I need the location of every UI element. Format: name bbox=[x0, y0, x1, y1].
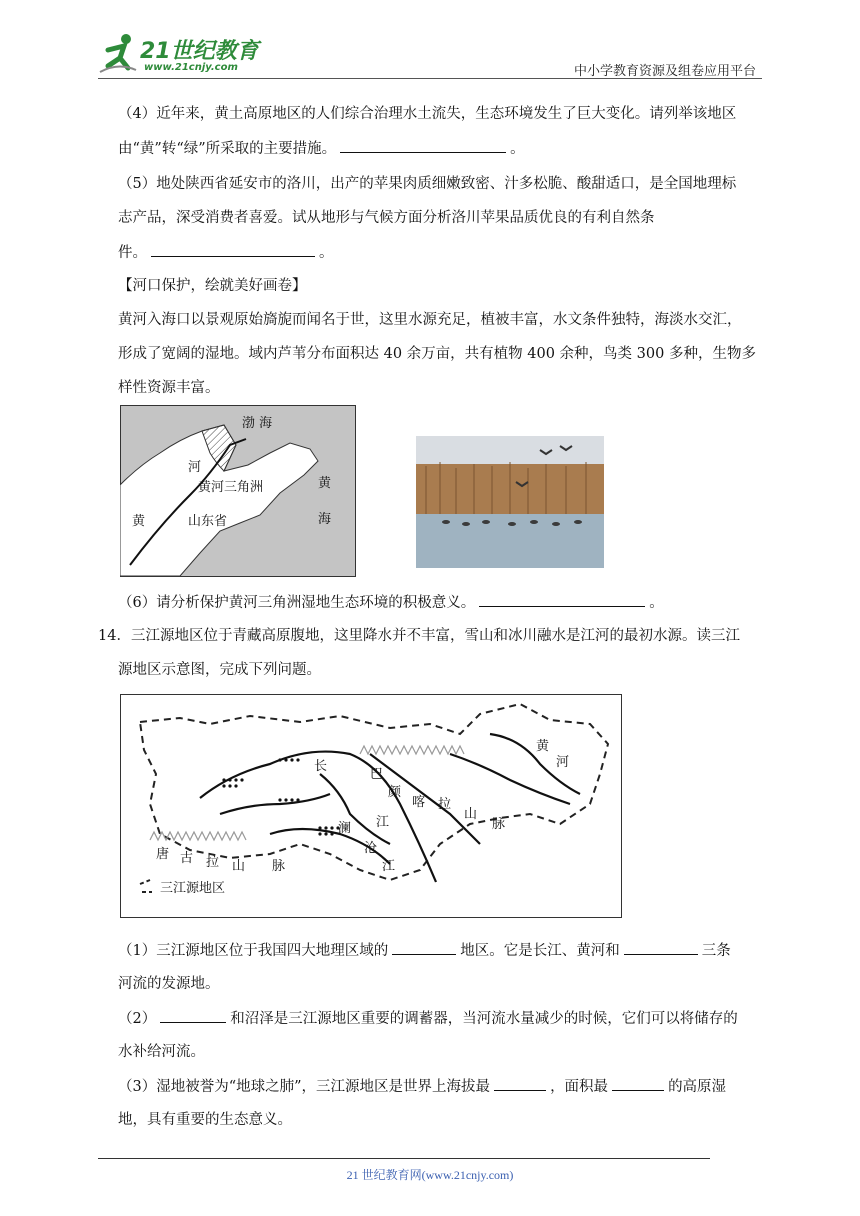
label-he: 河 bbox=[556, 755, 570, 770]
answer-blank-6[interactable] bbox=[479, 592, 645, 607]
label-tang: 唐 bbox=[156, 847, 170, 862]
q13-part6-end: 。 bbox=[649, 595, 664, 611]
answer-blank-14-2[interactable] bbox=[160, 1008, 226, 1023]
answer-blank-14-1b[interactable] bbox=[624, 940, 698, 955]
q14-part2-text-b: 和沼泽是三江源地区重要的调蓄器，当河流水量减少的时候，它们可以将储存的 bbox=[230, 1011, 738, 1027]
logo-url: www.21cnjy.com bbox=[144, 62, 238, 73]
q14-stem-line2: 源地区示意图，完成下列问题。 bbox=[118, 662, 321, 678]
q13-part5-text: 件。 bbox=[118, 245, 147, 261]
answer-blank-14-3a[interactable] bbox=[494, 1076, 546, 1091]
q14-part1-text-b: 地区。它是长江、黄河和 bbox=[460, 943, 620, 959]
q14-part2-text-a: （2） bbox=[118, 1011, 157, 1027]
label-la-2: 拉 bbox=[206, 855, 220, 870]
q14-stem-line1: 14．三江源地区位于青藏高原腹地，这里降水并不丰富，雪山和冰川融水是江河的最初水源。读三江 bbox=[98, 628, 740, 644]
q13-part5-line1: （5）地处陕西省延安市的洛川，出产的苹果肉质细嫩致密、汁多松脆、酸甜适口，是全国地理标 bbox=[118, 176, 737, 192]
label-bohai: 渤 海 bbox=[242, 416, 273, 431]
q14-part3-text-a: （3）湿地被誉为“地球之肺”，三江源地区是世界上海拔最 bbox=[118, 1079, 491, 1095]
label-mai-1: 脉 bbox=[492, 817, 506, 832]
three-rivers-map bbox=[120, 694, 622, 918]
answer-blank-14-3b[interactable] bbox=[612, 1076, 664, 1091]
q14-part1-text-a: （1）三江源地区位于我国四大地理区域的 bbox=[118, 943, 389, 959]
label-ba: 巴 bbox=[370, 767, 384, 782]
q14-part1-text-c: 三条 bbox=[701, 943, 731, 959]
q14-part1-line2: 河流的发源地。 bbox=[118, 976, 220, 992]
header bbox=[98, 30, 762, 80]
q14-part2-line1 bbox=[118, 1008, 738, 1029]
q14-part3-line2: 地，具有重要的生态意义。 bbox=[118, 1112, 292, 1128]
label-jiang-2: 江 bbox=[382, 859, 396, 874]
label-huang: 黄 bbox=[132, 514, 146, 529]
intro-line3: 样性资源丰富。 bbox=[118, 380, 220, 396]
label-shandong: 山东省 bbox=[188, 514, 228, 529]
section-title: 【河口保护，绘就美好画卷】 bbox=[118, 278, 307, 294]
intro-line2: 形成了宽阔的湿地。域内芦苇分布面积达 40 余万亩，共有植物 400 余种，鸟类 300 多种，生物多 bbox=[118, 346, 756, 362]
label-ka: 喀 bbox=[412, 795, 426, 810]
label-mai-2: 脉 bbox=[272, 859, 286, 874]
q13-part5-line2: 志产品，深受消费者喜爱。试从地形与气候方面分析洛川苹果品质优良的有利自然条 bbox=[118, 210, 655, 226]
header-divider bbox=[98, 78, 762, 79]
label-shan-1: 山 bbox=[464, 807, 478, 822]
label-delta: 黄河三角洲 bbox=[198, 480, 264, 495]
label-yellow-sea-1: 黄 bbox=[318, 476, 332, 491]
answer-blank-14-1a[interactable] bbox=[392, 940, 456, 955]
label-yan: 颜 bbox=[388, 785, 402, 800]
runner-logo-icon bbox=[98, 32, 138, 74]
yellow-river-delta-map bbox=[120, 405, 356, 577]
legend-label: 三江源地区 bbox=[160, 881, 226, 896]
q13-part6 bbox=[118, 592, 664, 613]
label-shan-2: 山 bbox=[232, 859, 246, 874]
q13-part4-line1: （4）近年来，黄土高原地区的人们综合治理水土流失，生态环境发生了巨大变化。请列举该地区 bbox=[118, 106, 737, 122]
q13-part6-text: （6）请分析保护黄河三角洲湿地生态环境的积极意义。 bbox=[118, 595, 476, 611]
footer-text[interactable]: 21 世纪教育网(www.21cnjy.com) bbox=[346, 1168, 514, 1182]
q14-part2-line2: 水补给河流。 bbox=[118, 1044, 205, 1060]
footer-divider bbox=[98, 1158, 710, 1159]
q14-part3-text-c: 的高原湿 bbox=[668, 1079, 727, 1095]
label-huang: 黄 bbox=[536, 739, 550, 754]
logo-title: 21世纪教育 bbox=[140, 39, 259, 64]
platform-name: 中小学教育资源及组卷应用平台 bbox=[573, 64, 756, 79]
q13-part4-line2 bbox=[118, 138, 525, 159]
answer-blank-4[interactable] bbox=[340, 138, 506, 153]
q13-part4-end: 。 bbox=[510, 141, 525, 157]
q13-part5-end: 。 bbox=[319, 245, 334, 261]
wetland-photo bbox=[416, 436, 604, 568]
q13-part5-line3 bbox=[118, 242, 334, 263]
q14-part3-line1 bbox=[118, 1076, 726, 1097]
q14-part1-line1 bbox=[118, 940, 731, 961]
label-he: 河 bbox=[188, 460, 202, 475]
q13-part4-text: 由“黄”转“绿”所采取的主要措施。 bbox=[118, 141, 337, 157]
intro-line1: 黄河入海口以景观原始旖旎而闻名于世，这里水源充足，植被丰富，水文条件独特，海淡水交汇， bbox=[118, 312, 742, 328]
label-cang: 沧 bbox=[364, 841, 378, 856]
label-jiang-1: 江 bbox=[376, 815, 390, 830]
label-yellow-sea-2: 海 bbox=[318, 512, 332, 527]
label-la-1: 拉 bbox=[438, 797, 452, 812]
label-lan: 澜 bbox=[338, 821, 352, 836]
answer-blank-5[interactable] bbox=[151, 242, 315, 257]
label-gu: 古 bbox=[180, 851, 194, 866]
q14-part3-text-b: ，面积最 bbox=[550, 1079, 609, 1095]
label-chang: 长 bbox=[314, 759, 328, 774]
